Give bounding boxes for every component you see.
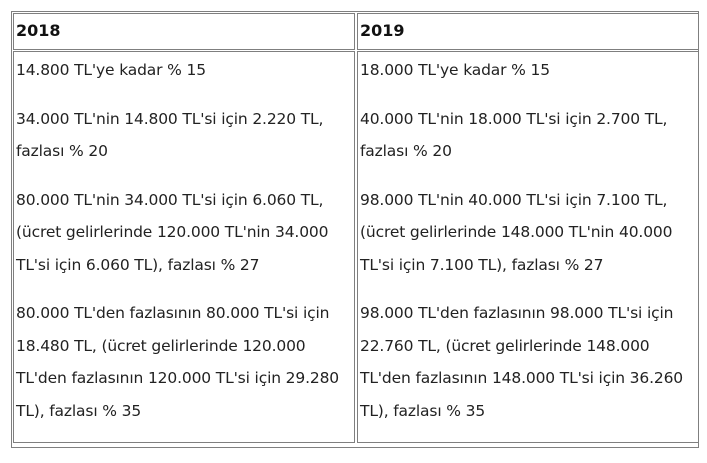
bracket-2019-4: 98.000 TL'den fazlasının 98.000 TL'si için 22.760 TL, (ücret gelirlerinde 148.000 TL'den fazlasının 148.000 TL'si için 36.260 TL), fazlası % 35 xyxy=(360,304,684,420)
column-header-2019: 2019 xyxy=(357,13,699,50)
bracket-2019-3: 98.000 TL'nin 40.000 TL'si için 7.100 TL, (ücret gelirlerinde 148.000 TL'nin 40.000 TL'si için 7.100 TL), fazlası % 27 xyxy=(360,190,673,274)
bracket-2019-1: 18.000 TL'ye kadar % 15 xyxy=(360,61,550,79)
bracket-2018-2: 34.000 TL'nin 14.800 TL'si için 2.220 TL, fazlası % 20 xyxy=(16,109,324,160)
bracket-2018-1: 14.800 TL'ye kadar % 15 xyxy=(16,61,206,79)
bracket-2019-2: 40.000 TL'nin 18.000 TL'si için 2.700 TL, fazlası % 20 xyxy=(360,109,668,160)
bracket-2018-3: 80.000 TL'nin 34.000 TL'si için 6.060 TL, (ücret gelirlerinde 120.000 TL'nin 34.000 TL'si için 6.060 TL), fazlası % 27 xyxy=(16,190,329,274)
bracket-2018-4: 80.000 TL'den fazlasının 80.000 TL'si için 18.480 TL, (ücret gelirlerinde 120.000 TL'den fazlasının 120.000 TL'si için 29.280 TL), fazlası % 35 xyxy=(16,304,340,420)
income-tax-bracket-table xyxy=(11,11,699,448)
brackets-cell-2019 xyxy=(357,51,699,443)
column-header-2018: 2018 xyxy=(13,13,355,50)
brackets-cell-2018 xyxy=(13,51,355,443)
